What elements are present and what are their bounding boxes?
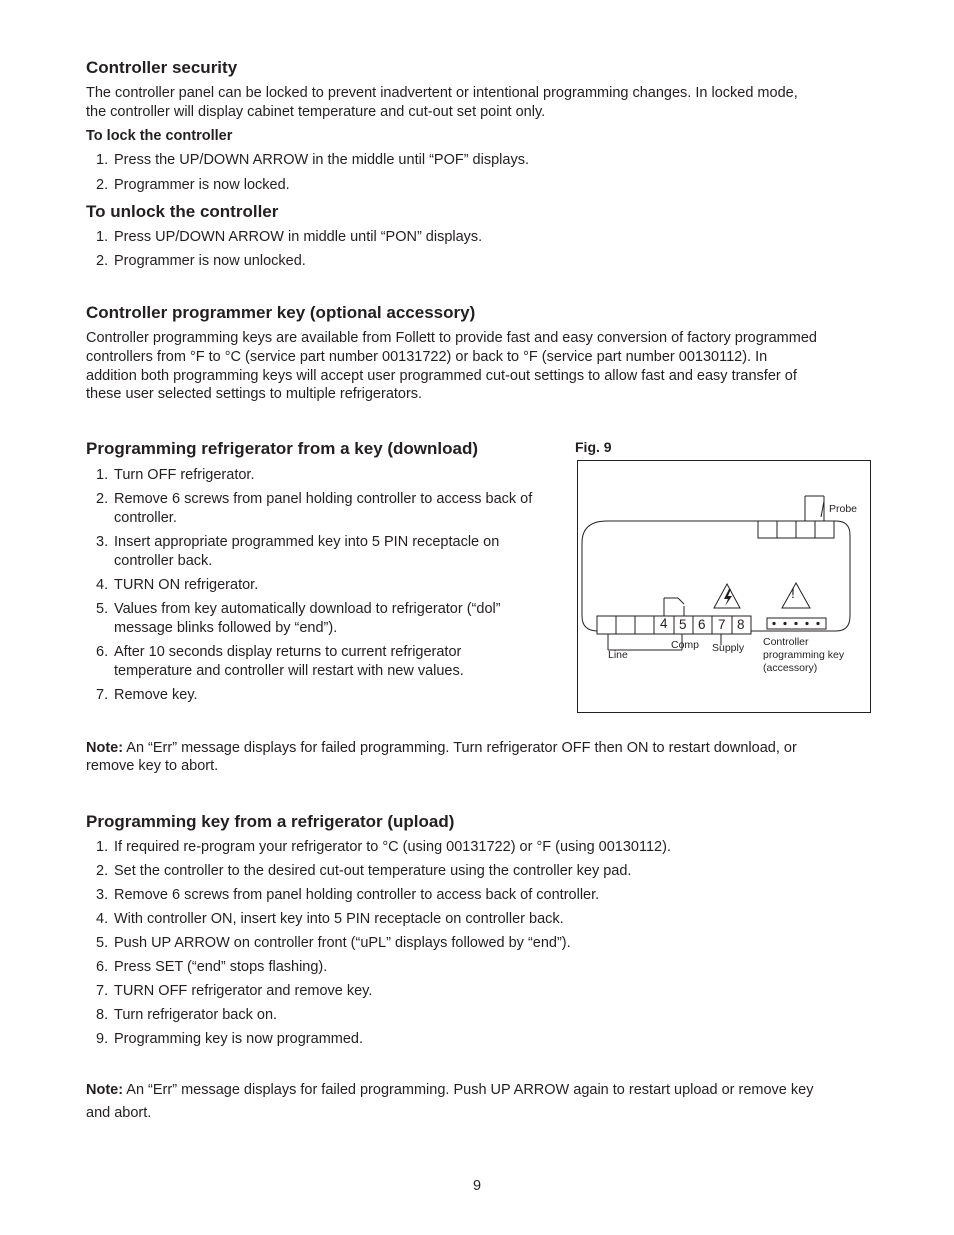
lock-heading: To lock the controller: [86, 128, 233, 144]
list-item: 4. TURN ON refrigerator.: [96, 577, 259, 593]
terminal-7: 7: [718, 617, 726, 632]
list-item: 4. With controller ON, insert key into 5 PIN receptacle on controller back.: [96, 911, 564, 927]
list-item: 2. Set the controller to the desired cut-out temperature using the controller key pad.: [96, 863, 632, 879]
probe-lead: [805, 496, 824, 521]
list-item: 6. After 10 seconds display returns to current refrigerator temperature and controller will restart with new values.: [96, 644, 464, 679]
key-label: Controller programming key (accessory): [763, 636, 845, 674]
unlock-steps: [86, 228, 482, 271]
security-heading: Controller security: [86, 58, 238, 77]
electrical-hazard-icon: [714, 584, 740, 608]
list-item: 1. If required re-program your refrigerator to °C (using 00131722) or °F (using 00130112).: [96, 839, 671, 855]
probe-label: Probe: [829, 503, 858, 515]
terminal-8: 8: [737, 617, 745, 632]
security-intro-line2: the controller will display cabinet temperature and cut-out set point only.: [86, 104, 546, 120]
supply-label: Supply: [712, 642, 745, 654]
five-pin-receptacle: [767, 618, 826, 629]
security-intro-line1: The controller panel can be locked to prevent inadvertent or intentional programming changes. In locked mode,: [86, 85, 798, 101]
line-terminal-block: [597, 616, 654, 634]
programmer-key-line: controllers from °F to °C (service part number 00131722) or back to °F (service part number 00130112). In: [86, 349, 768, 365]
list-item: 6. Press SET (“end” stops flashing).: [96, 959, 328, 975]
probe-terminal-block: [758, 521, 834, 538]
upload-heading: Programming key from a refrigerator (upload): [86, 812, 455, 831]
list-item: 5. Values from key automatically download to refrigerator (“dol” message blinks followed by “end”).: [96, 601, 501, 636]
page-number: 9: [472, 1178, 482, 1194]
list-item: 2. Programmer is now locked.: [96, 177, 290, 193]
wiring-diagram: [577, 460, 871, 713]
line-label: Line: [608, 649, 628, 661]
terminal-4: 4: [660, 616, 668, 631]
programmer-key-line: Controller programming keys are available from Follett to provide fast and easy conversion of factory programmed: [86, 330, 817, 346]
upload-steps: [86, 838, 671, 1049]
list-item: 2. Programmer is now unlocked.: [96, 253, 306, 269]
download-heading: Programming refrigerator from a key (download): [86, 439, 479, 458]
relay-contact: [664, 598, 684, 616]
list-item: 3. Remove 6 screws from panel holding controller to access back of controller.: [96, 887, 600, 903]
upload-note-line2: and abort.: [86, 1105, 152, 1121]
list-item: 9. Programming key is now programmed.: [96, 1031, 364, 1047]
terminal-5: 5: [679, 617, 687, 632]
list-item: 1. Turn OFF refrigerator.: [96, 467, 255, 483]
upload-note-line1: Note: An “Err” message displays for failed programming. Push UP ARROW again to restart upload or remove key: [86, 1082, 814, 1098]
terminal-6: 6: [698, 617, 706, 632]
list-item: 1. Press UP/DOWN ARROW in middle until “PON” displays.: [96, 229, 483, 245]
comp-label: Comp: [671, 639, 700, 651]
programmer-key-heading: Controller programmer key (optional accessory): [86, 303, 476, 322]
list-item: 7. TURN OFF refrigerator and remove key.: [96, 983, 373, 999]
download-note-line2: remove key to abort.: [86, 758, 219, 774]
leader-lines: [608, 634, 721, 650]
download-note-line1: Note: An “Err” message displays for failed programming. Turn refrigerator OFF then ON to restart download, or: [86, 740, 797, 756]
list-item: 7. Remove key.: [96, 687, 198, 703]
programmer-key-line: addition both programming keys will accept user programmed cut-out settings to allow fast and easy transfer of: [86, 368, 797, 384]
unlock-heading: To unlock the controller: [86, 202, 279, 221]
list-item: 8. Turn refrigerator back on.: [96, 1007, 278, 1023]
lock-steps: [86, 151, 529, 195]
list-item: 1. Press the UP/DOWN ARROW in the middle until “POF” displays.: [96, 152, 529, 168]
caution-symbol: !: [791, 585, 795, 601]
figure-label: Fig. 9: [575, 439, 612, 455]
caution-icon: [782, 583, 810, 608]
list-item: 5. Push UP ARROW on controller front (“uPL” displays followed by “end”).: [96, 935, 571, 951]
programmer-key-line: these user selected settings to multiple refrigerators.: [86, 386, 423, 402]
list-item: 3. Insert appropriate programmed key into 5 PIN receptacle on controller back.: [96, 534, 500, 569]
download-steps: [86, 466, 566, 705]
list-item: 2. Remove 6 screws from panel holding controller to access back of controller.: [96, 491, 533, 526]
